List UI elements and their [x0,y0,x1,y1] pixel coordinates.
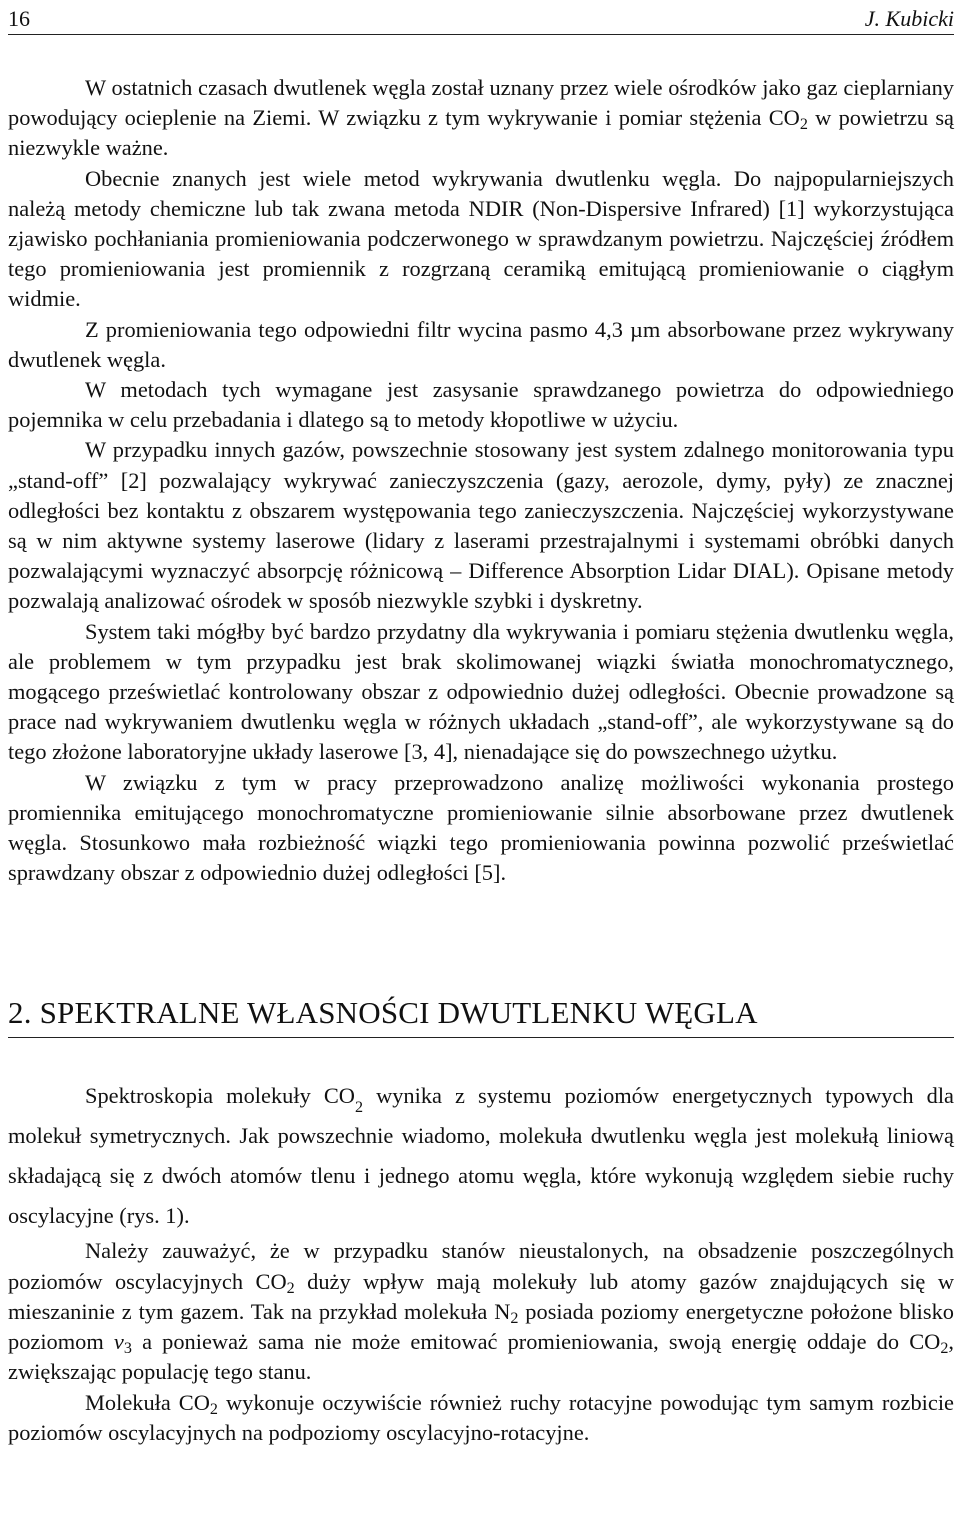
spectral-section [8,1076,954,1447]
paragraph: Obecnie znanych jest wiele metod wykrywania dwutlenku węgla. Do najpopularniejszych należą metody chemiczne lub tak zwana metoda NDIR (Non-Dispersive Infrared) [1] wykorzystująca zjawisko pochłaniania promieniowania podczerwonego w sprawdzanym powietrzu. Najczęściej źródłem tego promieniowania jest promiennik z rozgrzaną ceramiką emitującą promieniowanie o ciągłym widmie. [8,165,954,312]
paragraph: W ostatnich czasach dwutlenek węgla został uznany przez wiele ośrodków jako gaz cieplarniany powodujący ocieplenie na Ziemi. W związku z tym wykrywanie i pomiar stężenia $CO_2$ w powietrzu są niezwykle ważne. [8,75,955,161]
document-page [8,0,954,1448]
paragraph: Należy zauważyć, że w przypadku stanów nieustalonych, na obsadzenie poszczególnych poziomów oscylacyjnych $CO_2$ duży wpływ mają molekuły lub atomy gazów znajdujących się w mieszaninie z tym gazem. Tak na przykład molekuła $N_2$ posiada poziomy energetyczne położone blisko poziomom $\nu_3$ a ponieważ sama nie może emitować promieniowania, swoją energię oddaje do $CO_2$, zwiększając populację tego stanu. [8,1238,954,1385]
running-header [8,2,954,35]
paragraph: W związku z tym w pracy przeprowadzono analizę możliwości wykonania prostego promiennika emitującego monochromatyczne promieniowanie silnie absorbowane przez dwutlenek węgla. Stosunkowo mała rozbieżność wiązki tego promieniowania powinna pozwolić prześwietlać sprawdzany obszar z odpowiednio dużej odległości [5]. [8,769,954,886]
intro-section [8,73,954,888]
paragraph: Molekuła $CO_2$ wykonuje oczywiście również ruchy rotacyjne powodując tym samym rozbicie poziomów oscylacyjnych na podpoziomy oscylacyjno-rotacyjne. [8,1389,954,1445]
paragraph: W metodach tych wymagane jest zasysanie sprawdzanego powietrza do odpowiedniego pojemnika w celu przebadania i dlatego są to metody kłopotliwe w użyciu. [8,377,954,433]
page-number: 16 [8,6,30,31]
running-author: J. Kubicki [864,6,954,31]
paragraph: Z promieniowania tego odpowiedni filtr wycina pasmo 4,3 µm absorbowane przez wykrywany dwutlenek węgla. [8,316,954,372]
paragraph: W przypadku innych gazów, powszechnie stosowany jest system zdalnego monitorowania typu „stand-off” [2] pozwalający wykrywać zanieczyszczenia (gazy, aerozole, dymy, pyły) ze znacznej odległości bez kontaktu z obszarem występowania tego zanieczyszczenia. Najczęściej wykorzystywane są w nim aktywne systemy laserowe (lidary z laserami przestrajalnymi i systemami obróbki danych pozwalającymi wyznaczyć absorpcję różnicową – Difference Absorption Lidar DIAL). Opisane metody pozwalają analizować ośrodek w sposób niezwykle szybki i dyskretny. [8,437,954,614]
paragraph: Spektroskopia molekuły $CO_2$ wynika z systemu poziomów energetycznych typowych dla molekuł symetrycznych. Jak powszechnie wiadomo, molekuła dwutlenku węgla jest molekułą liniową składającą się z dwóch atomów tlenu i jednego atomu węgla, które wykonują względem siebie ruchy oscylacyjne (rys. 1). [8,1083,954,1229]
nu-symbol: ν [113,1329,124,1355]
section-heading: 2. SPEKTRALNE WŁASNOŚCI DWUTLENKU WĘGLA [8,993,954,1038]
paragraph: System taki mógłby być bardzo przydatny dla wykrywania i pomiaru stężenia dwutlenku węgla, ale problemem w tym przypadku jest brak skolimowanej wiązki światła monochromatycznego, mogącego prześwietlać kontrolowany obszar z odpowiednio dużej odległości. Obecnie prowadzone są prace nad wykrywaniem dwutlenku węgla w różnych układach „stand-off”, ale wykorzystywane są do tego złożone laboratoryjne układy laserowe [3, 4], nienadające się do powszechnego użytku. [8,618,954,765]
